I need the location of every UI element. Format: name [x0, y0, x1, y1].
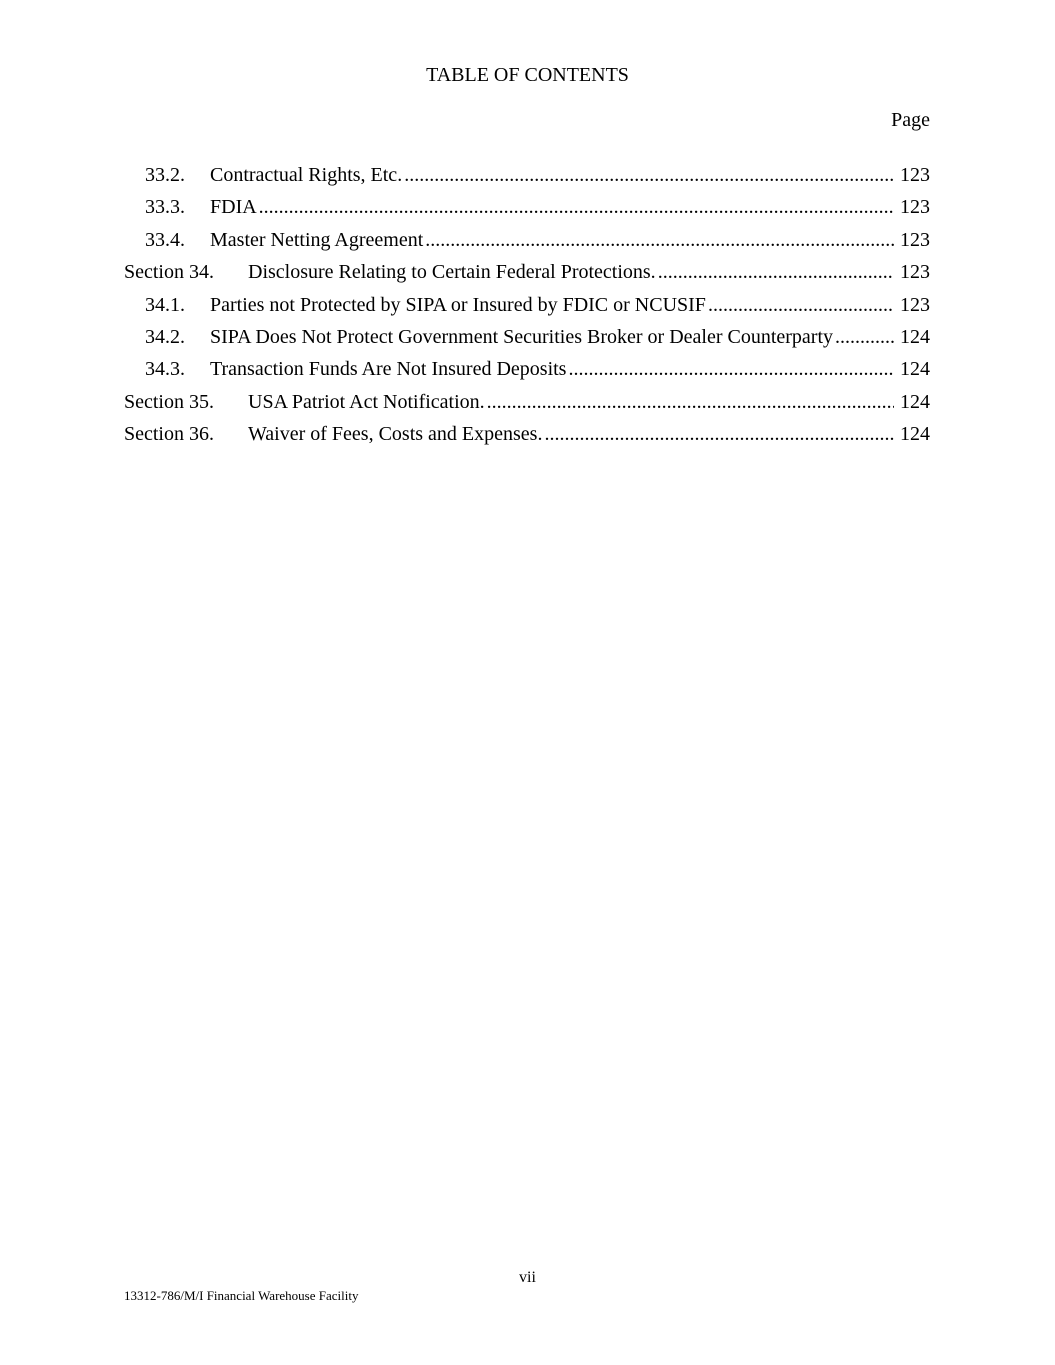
toc-list [124, 162, 930, 454]
toc-heading: TABLE OF CONTENTS [426, 64, 629, 86]
toc-entry-title: Parties not Protected by SIPA or Insured by FDIC or NCUSIF [210, 293, 706, 316]
toc-section-entry[interactable] [124, 389, 930, 421]
toc-entry[interactable] [124, 227, 930, 259]
toc-entry[interactable] [124, 324, 930, 356]
toc-entry[interactable] [124, 356, 930, 388]
toc-entry-title: Waiver of Fees, Costs and Expenses. [248, 423, 543, 446]
dot-leader [708, 292, 894, 318]
page-column-label: Page [891, 109, 930, 131]
document-id: 13312-786/M/I Financial Warehouse Facility [124, 1288, 359, 1303]
toc-entry-title: USA Patriot Act Notification. [248, 390, 485, 413]
dot-leader [658, 259, 894, 285]
toc-entry-title: SIPA Does Not Protect Government Securities Broker or Dealer Counterparty [210, 325, 834, 348]
toc-entry-number: 33.3. [145, 196, 185, 219]
page-number: vii [519, 1269, 536, 1286]
toc-entry-number: Section 34. [124, 261, 214, 284]
toc-entry-page: 123 [900, 196, 930, 219]
toc-entry-number: 33.4. [145, 228, 185, 251]
toc-entry-number: 34.2. [145, 325, 185, 348]
dot-leader [404, 162, 894, 188]
dot-leader [544, 421, 894, 447]
dot-leader [568, 356, 894, 382]
toc-entry[interactable] [124, 162, 930, 194]
toc-entry-title: Contractual Rights, Etc. [210, 164, 403, 186]
toc-entry-number: Section 36. [124, 423, 214, 446]
toc-entry-number: 34.1. [145, 293, 185, 316]
toc-section-entry[interactable] [124, 421, 930, 453]
toc-entry-title: Transaction Funds Are Not Insured Deposits [210, 358, 567, 381]
toc-entry-title: FDIA [210, 196, 257, 219]
toc-entry-number: 33.2. [145, 164, 185, 186]
toc-entry-page: 124 [900, 325, 930, 348]
toc-entry-title: Disclosure Relating to Certain Federal Protections. [248, 261, 656, 284]
toc-entry-number: 34.3. [145, 358, 185, 381]
toc-entry[interactable] [124, 292, 930, 324]
toc-entry-title: Master Netting Agreement [210, 228, 424, 251]
toc-entry-page: 123 [900, 164, 930, 186]
dot-leader [425, 227, 894, 253]
toc-entry-page: 124 [900, 358, 930, 381]
dot-leader [835, 324, 894, 350]
toc-entry-page: 124 [900, 423, 930, 446]
toc-entry-page: 123 [900, 261, 930, 284]
dot-leader [259, 194, 894, 220]
dot-leader [487, 389, 894, 415]
toc-entry-number: Section 35. [124, 390, 214, 413]
toc-entry-page: 124 [900, 390, 930, 413]
toc-entry-page: 123 [900, 293, 930, 316]
toc-entry-page: 123 [900, 228, 930, 251]
toc-entry[interactable] [124, 194, 930, 226]
toc-section-entry[interactable] [124, 259, 930, 291]
